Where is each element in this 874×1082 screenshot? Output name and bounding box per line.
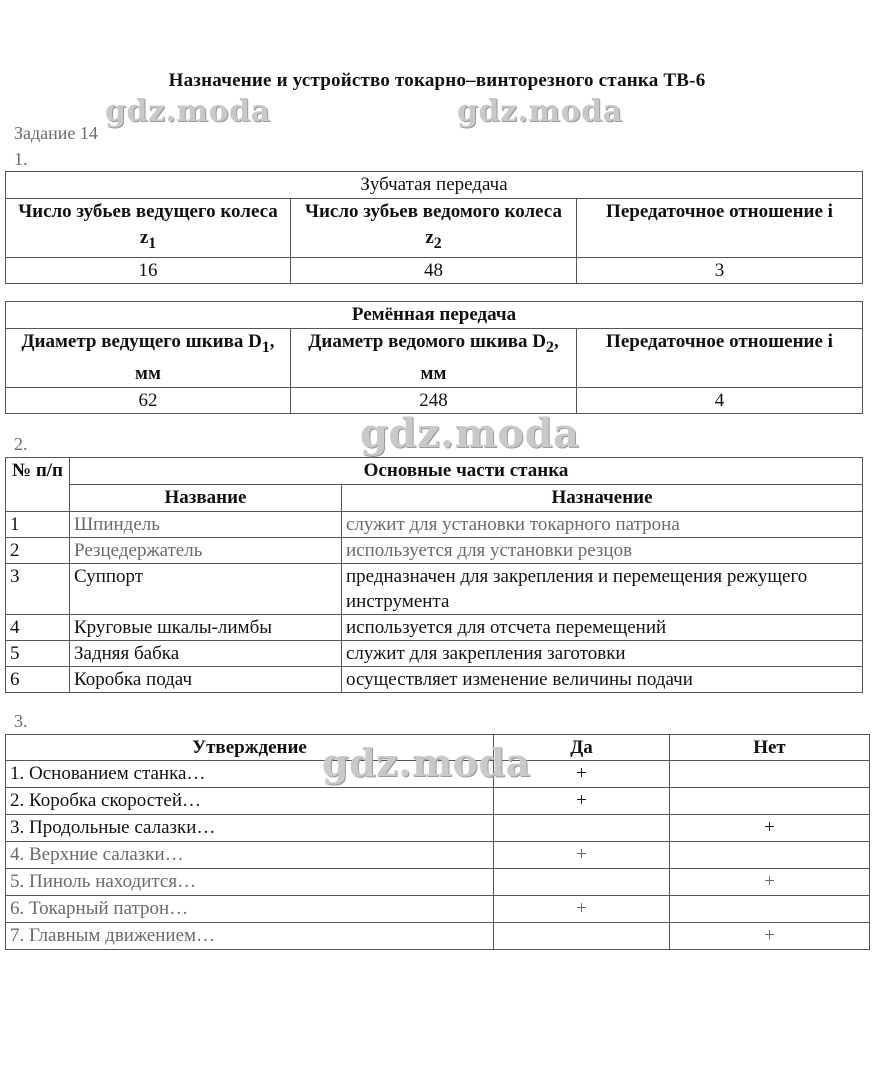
belt-header-driving	[6, 329, 291, 388]
belt-header-driven	[291, 329, 577, 388]
section-number: 3.	[14, 711, 28, 731]
header-text: Число зубьев ведущего колеса z	[18, 201, 278, 248]
statements-header-statement: Утверждение	[6, 735, 494, 761]
belt-value-driven: 248	[291, 387, 577, 413]
statements-header-no: Нет	[670, 735, 870, 761]
table-row	[6, 761, 870, 788]
answer-no: +	[670, 869, 870, 896]
statement-text: 4. Верхние салазки…	[6, 842, 494, 869]
table-row	[6, 641, 863, 667]
header-unit: , мм	[420, 331, 559, 384]
table-row	[6, 615, 863, 641]
part-name: Суппорт	[70, 564, 342, 615]
part-purpose: служит для установки токарного патрона	[342, 512, 863, 538]
watermark: gdz.moda	[457, 94, 623, 129]
table-row	[6, 512, 863, 538]
header-text: Передаточное отношение i	[606, 201, 833, 222]
header-subscript: 1	[148, 234, 157, 252]
table-row	[6, 896, 870, 923]
header-text: Число зубьев ведомого колеса z	[305, 201, 562, 248]
answer-no: +	[670, 815, 870, 842]
table-row	[6, 788, 870, 815]
part-purpose: служит для закрепления заготовки	[342, 641, 863, 667]
statement-text: 2. Коробка скоростей…	[6, 788, 494, 815]
statement-text: 6. Токарный патрон…	[6, 896, 494, 923]
answer-yes	[494, 923, 670, 950]
page-title: Назначение и устройство токарно–винторезного станка ТВ-6	[168, 70, 706, 91]
answer-no	[670, 842, 870, 869]
section-number: 1.	[14, 149, 28, 169]
watermark: gdz.moda	[360, 410, 580, 457]
gear-value-driving: 16	[6, 257, 291, 283]
table-row	[6, 923, 870, 950]
answer-no	[670, 788, 870, 815]
table-row	[6, 667, 863, 693]
header-subscript: 1	[261, 338, 270, 356]
answer-yes: +	[494, 842, 670, 869]
row-number: 4	[6, 615, 70, 641]
part-name: Задняя бабка	[70, 641, 342, 667]
header-subscript: 2	[433, 234, 442, 252]
part-name: Коробка подач	[70, 667, 342, 693]
answer-yes: +	[494, 788, 670, 815]
gear-header-driving	[6, 199, 291, 258]
part-name: Шпиндель	[70, 512, 342, 538]
answer-no	[670, 896, 870, 923]
part-purpose: осуществляет изменение величины подачи	[342, 667, 863, 693]
parts-header-number: № п/п	[6, 458, 70, 512]
gear-header-driven	[291, 199, 577, 258]
header-unit: , мм	[135, 331, 275, 384]
statements-header-yes: Да	[494, 735, 670, 761]
watermark: gdz.moda	[322, 740, 531, 785]
answer-yes: +	[494, 761, 670, 788]
gear-value-ratio: 3	[577, 257, 863, 283]
header-text: Диаметр ведущего шкива D	[21, 331, 262, 352]
part-name: Круговые шкалы-лимбы	[70, 615, 342, 641]
gear-header-ratio	[577, 199, 863, 258]
row-number: 2	[6, 538, 70, 564]
row-number: 6	[6, 667, 70, 693]
parts-table	[5, 457, 863, 693]
answer-no: +	[670, 923, 870, 950]
part-name: Резцедержатель	[70, 538, 342, 564]
table-row	[6, 842, 870, 869]
gear-table	[5, 171, 863, 284]
statement-text: 1. Основанием станка…	[6, 761, 494, 788]
belt-value-ratio: 4	[577, 387, 863, 413]
belt-header-ratio	[577, 329, 863, 388]
answer-yes	[494, 815, 670, 842]
belt-table	[5, 301, 863, 414]
section-number: 2.	[14, 434, 28, 454]
statement-text: 5. Пиноль находится…	[6, 869, 494, 896]
parts-header-purpose: Назначение	[342, 485, 863, 512]
part-purpose: предназначен для закрепления и перемещения режущего инструмента	[342, 564, 863, 615]
row-number: 1	[6, 512, 70, 538]
part-purpose: используется для установки резцов	[342, 538, 863, 564]
answer-yes	[494, 869, 670, 896]
answer-no	[670, 761, 870, 788]
header-subscript: 2	[546, 338, 554, 356]
row-number: 3	[6, 564, 70, 615]
belt-value-driving: 62	[6, 387, 291, 413]
row-number: 5	[6, 641, 70, 667]
watermark: gdz.moda	[105, 94, 271, 129]
table-row	[6, 815, 870, 842]
task-label: Задание 14	[14, 123, 98, 143]
statement-text: 3. Продольные салазки…	[6, 815, 494, 842]
table-row	[6, 869, 870, 896]
statements-table	[5, 734, 870, 950]
belt-table-title: Ремённая передача	[6, 302, 863, 329]
statement-text: 7. Главным движением…	[6, 923, 494, 950]
header-text: Передаточное отношение i	[606, 331, 833, 352]
parts-header-group: Основные части станка	[70, 458, 863, 485]
parts-header-name: Название	[70, 485, 342, 512]
answer-yes: +	[494, 896, 670, 923]
part-purpose: используется для отсчета перемещений	[342, 615, 863, 641]
gear-value-driven: 48	[291, 257, 577, 283]
table-row	[6, 538, 863, 564]
table-row	[6, 564, 863, 615]
header-text: Диаметр ведомого шкива D	[308, 331, 547, 352]
gear-table-title: Зубчатая передача	[6, 172, 863, 199]
